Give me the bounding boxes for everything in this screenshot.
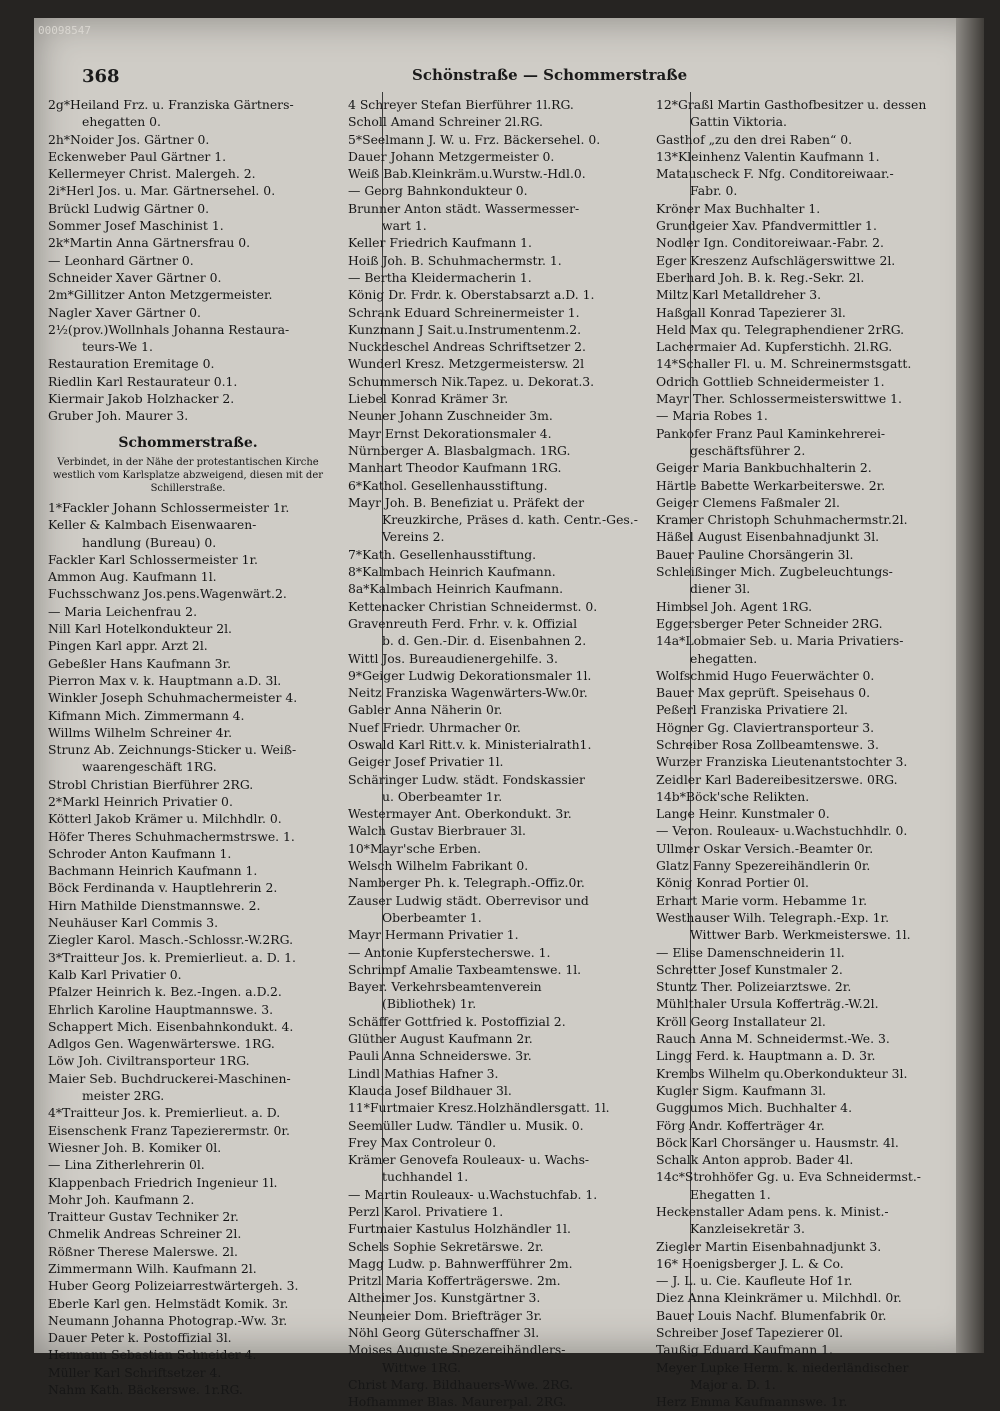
entry-line: teurs-We 1. xyxy=(82,339,153,355)
entry-line: Lachermaier Ad. Kupferstichh. 2l.RG. xyxy=(656,339,893,355)
entry-line: Matauscheck F. Nfg. Conditoreiwaar.- xyxy=(656,166,894,182)
street-heading: Schommerstraße. xyxy=(118,434,258,451)
entry-line: Fuchsschwanz Jos.pens.Wagenwärt.2. xyxy=(48,586,287,602)
entry-line: Gruber Joh. Maurer 3. xyxy=(48,408,189,424)
entry-line: Kalb Karl Privatier 0. xyxy=(48,966,182,982)
entry-line: Höfer Theres Schuhmachermstrswe. 1. xyxy=(48,828,295,844)
entry-line: Guggumos Mich. Buchhalter 4. xyxy=(656,1100,853,1116)
entry-line: Wunderl Kresz. Metzgermeistersw. 2l xyxy=(348,356,585,372)
entry-line: 11*Furtmaier Kresz.Holzhändlersgatt. 1l. xyxy=(348,1100,610,1116)
entry-line: Schalk Anton approb. Bader 4l. xyxy=(656,1152,854,1168)
entry-line: 6*Kathol. Gesellenhausstiftung. xyxy=(348,477,548,493)
entry-line: Kröner Max Buchhalter 1. xyxy=(656,200,821,216)
entry-line: Dauer Peter k. Postoffizial 3l. xyxy=(48,1330,232,1346)
entry-line: Nuef Friedr. Uhrmacher 0r. xyxy=(348,719,521,735)
entry-line: Kramer Christoph Schuhmachermstr.2l. xyxy=(656,512,908,528)
entry-line: Pierron Max v. k. Hauptmann a.D. 3l. xyxy=(48,672,282,688)
entry-line: Hirn Mathilde Dienstmannswe. 2. xyxy=(48,897,261,913)
entry-line: ehegatten. xyxy=(690,650,758,666)
entry-line: Sommer Josef Maschinist 1. xyxy=(48,218,224,234)
entry-line: Lindl Mathias Hafner 3. xyxy=(348,1065,499,1081)
entry-line: Neumann Johanna Photograp.-Ww. 3r. xyxy=(48,1312,288,1328)
entry-line: Ehrlich Karoline Hauptmannswe. 3. xyxy=(48,1001,274,1017)
entry-line: 2h*Noider Jos. Gärtner 0. xyxy=(48,131,210,147)
entry-line: Nahm Kath. Bäckerswe. 1r.RG. xyxy=(48,1382,243,1398)
entry-line: Westermayer Ant. Oberkondukt. 3r. xyxy=(348,806,572,822)
entry-line: Moises Auguste Spezereihändlers- xyxy=(348,1342,566,1358)
entry-line: 2½(prov.)Wollnhals Johanna Restaura- xyxy=(48,321,290,337)
entry-line: Nöhl Georg Güterschaffner 3l. xyxy=(348,1325,540,1341)
entry-line: 7*Kath. Gesellenhausstiftung. xyxy=(348,546,537,562)
entry-line: u. Oberbeamter 1r. xyxy=(382,788,503,804)
entry-line: Himbsel Joh. Agent 1RG. xyxy=(656,598,813,614)
entry-line: Kunzmann J Sait.u.Instrumentenm.2. xyxy=(348,321,582,337)
entry-line: Kettenacker Christian Schneidermst. 0. xyxy=(348,598,598,614)
entry-line: 14*Schaller Fl. u. M. Schreinermstsgatt. xyxy=(656,356,912,372)
entry-line: Wurzer Franziska Lieutenantstochter 3. xyxy=(656,754,908,770)
entry-line: 16* Hoenigsberger J. L. & Co. xyxy=(656,1255,844,1271)
entry-line: Gasthof „zu den drei Raben“ 0. xyxy=(656,131,853,147)
entry-line: Hofhammer Blas. Maurerpal. 2RG. xyxy=(348,1394,567,1410)
entry-line: Hermann Sebastian Schneider 4. xyxy=(48,1347,257,1363)
entry-line: — Maria Leichenfrau 2. xyxy=(48,603,198,619)
entry-line: König Dr. Frdr. k. Oberstabsarzt a.D. 1. xyxy=(348,287,595,303)
entry-line: Kreuzkirche, Präses d. kath. Centr.-Ges.- xyxy=(382,512,638,528)
entry-line: Wittl Jos. Bureaudienergehilfe. 3. xyxy=(348,650,558,666)
entry-line: Glatz Fanny Spezereihändlerin 0r. xyxy=(656,858,871,874)
entry-line: — Lina Zitherlehrerin 0l. xyxy=(48,1157,205,1173)
entry-line: 4*Traitteur Jos. k. Premierlieut. a. D. xyxy=(48,1105,281,1121)
entry-line: Mühlthaler Ursula Kofferträg.-W.2l. xyxy=(656,996,879,1012)
entry-line: Fackler Karl Schlossermeister 1r. xyxy=(48,551,258,567)
entry-line: Klauda Josef Bildhauer 3l. xyxy=(348,1082,512,1098)
entry-line: Stuntz Ther. Polizeiarztswe. 2r. xyxy=(656,979,852,995)
entry-line: 12*Graßl Martin Gasthofbesitzer u. dessen xyxy=(656,97,927,112)
column-1 xyxy=(48,96,328,1398)
book-spine xyxy=(956,18,984,1353)
page-number: 368 xyxy=(82,66,120,87)
entry-line: Förg Andr. Kofferträger 4r. xyxy=(656,1117,825,1133)
entry-line: Christ Marg. Bildhauers-Wwe. 2RG. xyxy=(348,1376,574,1392)
entry-line: Willms Wilhelm Schreiner 4r. xyxy=(48,724,233,740)
entry-line: b. d. Gen.-Dir. d. Eisenbahnen 2. xyxy=(382,633,587,649)
entry-line: Keller Friedrich Kaufmann 1. xyxy=(348,235,532,251)
entry-line: 14a*Lobmaier Seb. u. Maria Privatiers- xyxy=(656,633,904,649)
entry-line: 5*Seelmann J. W. u. Frz. Bäckersehel. 0. xyxy=(348,131,601,147)
entry-line: Kugler Sigm. Kaufmann 3l. xyxy=(656,1082,827,1098)
entry-line: 2i*Herl Jos. u. Mar. Gärtnersehel. 0. xyxy=(48,183,276,199)
entry-line: Welsch Wilhelm Fabrikant 0. xyxy=(348,858,529,874)
entry-line: Bauer Louis Nachf. Blumenfabrik 0r. xyxy=(656,1307,887,1323)
note-line: westlich vom Karlsplatze abzweigend, diesen mit der xyxy=(52,469,324,481)
entry-line: 2g*Heiland Frz. u. Franziska Gärtners- xyxy=(48,97,294,112)
entry-line: Chmelik Andreas Schreiner 2l. xyxy=(48,1226,242,1242)
entry-line: tuchhandel 1. xyxy=(382,1169,469,1185)
entry-line: Schäffer Gottfried k. Postoffizial 2. xyxy=(348,1013,566,1029)
entry-line: Nagler Xaver Gärtner 0. xyxy=(48,304,201,320)
entry-line: Ammon Aug. Kaufmann 1l. xyxy=(48,569,217,585)
entry-line: Schels Sophie Sekretärswe. 2r. xyxy=(348,1238,544,1254)
entry-line: Liebel Konrad Krämer 3r. xyxy=(348,391,509,407)
entry-line: Oberbeamter 1. xyxy=(382,909,482,925)
entry-line: Kröll Georg Installateur 2l. xyxy=(656,1013,826,1029)
entry-line: Magg Ludw. p. Bahnwerfführer 2m. xyxy=(348,1255,573,1271)
entry-line: Diez Anna Kleinkrämer u. Milchhdl. 0r. xyxy=(656,1290,902,1306)
entry-line: Kiermair Jakob Holzhacker 2. xyxy=(48,391,235,407)
entry-line: Strobl Christian Bierführer 2RG. xyxy=(48,776,254,792)
entry-line: Pfalzer Heinrich k. Bez.-Ingen. a.D.2. xyxy=(48,984,282,1000)
entry-line: Böck Karl Chorsänger u. Hausmstr. 4l. xyxy=(656,1134,899,1150)
entry-line: 14c*Strohhöfer Gg. u. Eva Schneidermst.- xyxy=(656,1169,921,1185)
entry-line: — J. L. u. Cie. Kaufleute Hof 1r. xyxy=(656,1273,853,1289)
entry-line: Mayr Ther. Schlossermeisterswittwe 1. xyxy=(656,391,902,407)
entry-line: Häßel August Eisenbahnadjunkt 3l. xyxy=(656,529,880,545)
entry-line: Pankofer Franz Paul Kaminkehrerei- xyxy=(656,425,886,441)
entry-line: Bachmann Heinrich Kaufmann 1. xyxy=(48,863,258,879)
entry-line: Gebeßler Hans Kaufmann 3r. xyxy=(48,655,232,671)
entry-line: Hoiß Joh. B. Schuhmachermstr. 1. xyxy=(348,252,562,268)
entry-line: Schneider Xaver Gärtner 0. xyxy=(48,269,222,285)
entry-line: Zeidler Karl Badereibesitzerswe. 0RG. xyxy=(656,771,898,787)
entry-line: Maier Seb. Buchdruckerei-Maschinen- xyxy=(48,1070,291,1086)
entry-line: Altheimer Jos. Kunstgärtner 3. xyxy=(348,1290,541,1306)
entry-line: Zauser Ludwig städt. Oberrevisor und xyxy=(348,892,589,908)
page-header xyxy=(82,66,952,90)
entry-line: Gravenreuth Ferd. Frhr. v. k. Offizial xyxy=(348,615,578,631)
entry-line: Ziegler Karol. Masch.-Schlossr.-W.2RG. xyxy=(48,932,294,948)
entry-line: Schreiber Rosa Zollbeamtenswe. 3. xyxy=(656,736,879,752)
entry-line: Eberle Karl gen. Helmstädt Komik. 3r. xyxy=(48,1295,289,1311)
entry-line: Neumeier Dom. Briefträger 3r. xyxy=(348,1307,543,1323)
entry-line: Schreiber Josef Tapezierer 0l. xyxy=(656,1325,844,1341)
entry-line: 3*Traitteur Jos. k. Premierlieut. a. D. 1. xyxy=(48,949,296,965)
entry-line: Odrich Gottlieb Schneidermeister 1. xyxy=(656,373,885,389)
entry-line: Westhauser Wilh. Telegraph.-Exp. 1r. xyxy=(656,909,890,925)
entry-line: Namberger Ph. k. Telegraph.-Offiz.0r. xyxy=(348,875,585,891)
entry-line: 2k*Martin Anna Gärtnersfrau 0. xyxy=(48,235,251,251)
entry-line: — Martin Rouleaux- u.Wachstuchfab. 1. xyxy=(348,1186,598,1202)
entry-line: 8a*Kalmbach Heinrich Kaufmann. xyxy=(348,581,564,597)
entry-line: Eisenschenk Franz Tapezierermstr. 0r. xyxy=(48,1122,290,1138)
entry-line: Rauch Anna M. Schneidermst.-We. 3. xyxy=(656,1031,890,1047)
entry-line: Mayr Joh. B. Benefiziat u. Präfekt der xyxy=(348,494,585,510)
entry-line: Fabr. 0. xyxy=(690,183,738,199)
entry-line: Bauer Max geprüft. Speisehaus 0. xyxy=(656,685,871,701)
entry-line: Erhart Marie vorm. Hebamme 1r. xyxy=(656,892,868,908)
note-line: Verbindet, in der Nähe der protestantischen Kirche xyxy=(57,456,319,468)
entry-line: Pauli Anna Schneiderswe. 3r. xyxy=(348,1048,532,1064)
entry-line: 8*Kalmbach Heinrich Kaufmann. xyxy=(348,564,556,580)
entry-line: Manhart Theodor Kaufmann 1RG. xyxy=(348,460,562,476)
entry-line: Kifmann Mich. Zimmermann 4. xyxy=(48,707,245,723)
entry-line: Ziegler Martin Eisenbahnadjunkt 3. xyxy=(656,1238,882,1254)
entry-line: Meyer Lupke Herm. k. niederländischer xyxy=(656,1359,909,1375)
entry-line: Pritzl Maria Kofferträgerswe. 2m. xyxy=(348,1273,561,1289)
entry-line: Kanzleisekretär 3. xyxy=(690,1221,805,1237)
entry-line: Brunner Anton städt. Wassermesser- xyxy=(348,200,580,216)
entry-line: Nodler Ign. Conditoreiwaar.-Fabr. 2. xyxy=(656,235,884,251)
entry-line: ehegatten 0. xyxy=(82,114,161,130)
entry-line: — Elise Damenschneiderin 1l. xyxy=(656,944,845,960)
entry-line: Ullmer Oskar Versich.-Beamter 0r. xyxy=(656,840,874,856)
entry-line: Winkler Joseph Schuhmachermeister 4. xyxy=(48,690,298,706)
entry-line: handlung (Bureau) 0. xyxy=(82,534,217,550)
entry-line: Vereins 2. xyxy=(382,529,445,545)
entry-line: Strunz Ab. Zeichnungs-Sticker u. Weiß- xyxy=(48,742,297,758)
entry-line: Rößner Therese Malerswe. 2l. xyxy=(48,1243,238,1259)
entry-line: Frey Max Controleur 0. xyxy=(348,1134,497,1150)
column-2 xyxy=(348,96,638,1411)
entry-line: Herz Emma Kaufmannswe. 1r. xyxy=(656,1394,848,1410)
entry-line: Neitz Franziska Wagenwärters-Ww.0r. xyxy=(348,685,588,701)
entry-line: Eggersberger Peter Schneider 2RG. xyxy=(656,615,883,631)
entry-line: Glüther August Kaufmann 2r. xyxy=(348,1031,533,1047)
column-3 xyxy=(656,96,941,1411)
entry-line: Eberhard Joh. B. k. Reg.-Sekr. 2l. xyxy=(656,269,865,285)
entry-line: Seemüller Ludw. Tändler u. Musik. 0. xyxy=(348,1117,584,1133)
entry-line: Eger Kreszenz Aufschlägerswittwe 2l. xyxy=(656,252,896,268)
entry-line: Major a. D. 1. xyxy=(690,1376,776,1392)
entry-line: Zimmermann Wilh. Kaufmann 2l. xyxy=(48,1261,257,1276)
street-note xyxy=(48,456,328,495)
entry-line: Haßgall Konrad Tapezierer 3l. xyxy=(656,304,846,320)
entry-line: — Veron. Rouleaux- u.Wachstuchhdlr. 0. xyxy=(656,823,908,839)
entry-line: Traitteur Gustav Techniker 2r. xyxy=(48,1209,239,1225)
entry-line: Geiger Clemens Faßmaler 2l. xyxy=(656,494,840,510)
entry-line: Müller Karl Schriftsetzer 4. xyxy=(48,1364,222,1380)
entry-line: Grundgeier Xav. Pfandvermittler 1. xyxy=(656,218,877,234)
running-head: Schönstraße — Schommerstraße xyxy=(412,66,688,84)
entry-line: Furtmaier Kastulus Holzhändler 1l. xyxy=(348,1221,571,1237)
entry-line: Wittwe 1RG. xyxy=(382,1359,461,1375)
entry-line: Schroder Anton Kaufmann 1. xyxy=(48,845,232,861)
note-line: Schillerstraße. xyxy=(150,482,226,494)
entry-line: 1*Fackler Johann Schlossermeister 1r. xyxy=(48,499,290,515)
entry-line: diener 3l. xyxy=(690,581,751,597)
entry-line: (Bibliothek) 1r. xyxy=(382,996,477,1012)
entry-line: — Antonie Kupferstecherswe. 1. xyxy=(348,944,551,960)
entry-line: Nuckdeschel Andreas Schriftsetzer 2. xyxy=(348,339,586,355)
entry-line: Riedlin Karl Restaurateur 0.1. xyxy=(48,373,238,389)
entry-line: Wolfschmid Hugo Feuerwächter 0. xyxy=(656,667,875,683)
entry-line: — Georg Bahnkondukteur 0. xyxy=(348,183,528,199)
entry-line: Taußig Eduard Kaufmann 1. xyxy=(656,1342,833,1358)
entry-line: Eckenweber Paul Gärtner 1. xyxy=(48,148,227,164)
entry-line: Krämer Genovefa Rouleaux- u. Wachs- xyxy=(348,1152,590,1168)
entry-line: Brückl Ludwig Gärtner 0. xyxy=(48,200,210,216)
entry-line: 2m*Gillitzer Anton Metzgermeister. xyxy=(48,287,273,303)
entry-line: Peßerl Franziska Privatiere 2l. xyxy=(656,702,848,718)
entry-line: Wittwer Barb. Werkmeisterswe. 1l. xyxy=(690,927,911,943)
entry-line: 4 Schreyer Stefan Bierführer 1l.RG. xyxy=(348,97,574,112)
entry-line: wart 1. xyxy=(382,218,427,234)
entry-line: Nill Karl Hotelkondukteur 2l. xyxy=(48,621,232,637)
entry-line: Wiesner Joh. B. Komiker 0l. xyxy=(48,1139,222,1155)
entry-line: Ehegatten 1. xyxy=(690,1186,771,1202)
entry-line: Kellermeyer Christ. Malergeh. 2. xyxy=(48,166,256,182)
entry-line: 14b*Böck'sche Relikten. xyxy=(656,788,810,804)
entry-line: Löw Joh. Civiltransporteur 1RG. xyxy=(48,1053,250,1069)
entry-line: 10*Mayr'sche Erben. xyxy=(348,840,482,856)
entry-line: meister 2RG. xyxy=(82,1088,165,1104)
edge-label: 00098547 xyxy=(38,24,91,37)
entry-line: Keller & Kalmbach Eisenwaaren- xyxy=(48,517,257,533)
entry-line: Klappenbach Friedrich Ingenieur 1l. xyxy=(48,1174,278,1190)
entry-line: Schrimpf Amalie Taxbeamtenswe. 1l. xyxy=(348,961,582,977)
entry-line: Geiger Maria Bankbuchhalterin 2. xyxy=(656,460,872,476)
entry-line: Huber Georg Polizeiarrestwärtergeh. 3. xyxy=(48,1278,299,1294)
entry-line: Weiß Bab.Kleinkräm.u.Wurstw.-Hdl.0. xyxy=(348,166,586,182)
entry-line: Gattin Viktoria. xyxy=(690,114,787,130)
entry-line: Högner Gg. Claviertransporteur 3. xyxy=(656,719,875,735)
entry-line: Mohr Joh. Kaufmann 2. xyxy=(48,1191,195,1207)
entry-line: Neuner Johann Zuschneider 3m. xyxy=(348,408,553,424)
entry-line: 9*Geiger Ludwig Dekorationsmaler 1l. xyxy=(348,667,592,683)
entry-line: waarengeschäft 1RG. xyxy=(82,759,217,775)
entry-line: Schretter Josef Kunstmaler 2. xyxy=(656,961,843,977)
entry-line: — Bertha Kleidermacherin 1. xyxy=(348,269,532,285)
entry-line: Heckenstaller Adam pens. k. Minist.- xyxy=(656,1204,889,1219)
entry-line: Scholl Amand Schreiner 2l.RG. xyxy=(348,114,543,130)
entry-line: Schummersch Nik.Tapez. u. Dekorat.3. xyxy=(348,373,595,389)
entry-line: Pingen Karl appr. Arzt 2l. xyxy=(48,638,208,654)
entry-line: Geiger Josef Privatier 1l. xyxy=(348,754,504,770)
entry-line: Krembs Wilhelm qu.Oberkondukteur 3l. xyxy=(656,1065,908,1081)
entry-line: Lingg Ferd. k. Hauptmann a. D. 3r. xyxy=(656,1048,876,1064)
entry-line: Nürnberger A. Blasbalgmach. 1RG. xyxy=(348,442,571,458)
entry-line: König Konrad Portier 0l. xyxy=(656,875,809,891)
entry-line: Neuhäuser Karl Commis 3. xyxy=(48,915,219,931)
entry-line: Oswald Karl Ritt.v. k. Ministerialrath1. xyxy=(348,736,592,752)
entry-line: Kötterl Jakob Krämer u. Milchhdlr. 0. xyxy=(48,811,282,827)
entry-line: geschäftsführer 2. xyxy=(690,442,806,458)
entry-line: Miltz Karl Metalldreher 3. xyxy=(656,287,822,303)
entry-line: Schleißinger Mich. Zugbeleuchtungs- xyxy=(656,564,893,580)
entry-line: Schrank Eduard Schreinermeister 1. xyxy=(348,304,580,320)
entry-line: Böck Ferdinanda v. Hauptlehrerin 2. xyxy=(48,880,278,896)
entry-line: Lange Heinr. Kunstmaler 0. xyxy=(656,806,830,822)
entry-line: Adlgos Gen. Wagenwärterswe. 1RG. xyxy=(48,1036,275,1052)
entry-line: Schappert Mich. Eisenbahnkondukt. 4. xyxy=(48,1018,294,1034)
entry-line: 13*Kleinhenz Valentin Kaufmann 1. xyxy=(656,148,880,164)
entry-line: Walch Gustav Bierbrauer 3l. xyxy=(348,823,526,839)
entry-line: Härtle Babette Werkarbeiterswe. 2r. xyxy=(656,477,886,493)
entry-line: Gabler Anna Näherin 0r. xyxy=(348,702,503,718)
entry-line: Bauer Pauline Chorsängerin 3l. xyxy=(656,546,854,562)
entry-line: Perzl Karol. Privatiere 1. xyxy=(348,1204,504,1219)
entry-line: Mayr Hermann Privatier 1. xyxy=(348,927,519,943)
entry-line: Held Max qu. Telegraphendiener 2rRG. xyxy=(656,321,905,337)
entry-line: Mayr Ernst Dekorationsmaler 4. xyxy=(348,425,552,441)
entry-line: Schäringer Ludw. städt. Fondskassier xyxy=(348,771,585,787)
entry-line: — Maria Robes 1. xyxy=(656,408,768,424)
entry-line: Dauer Johann Metzgermeister 0. xyxy=(348,148,555,164)
column-1-entries-a xyxy=(48,96,328,425)
entry-line: Bayer. Verkehrsbeamtenverein xyxy=(348,979,542,995)
entry-line: 2*Markl Heinrich Privatier 0. xyxy=(48,793,233,809)
column-1-entries-b xyxy=(48,499,328,1398)
entry-line: — Leonhard Gärtner 0. xyxy=(48,252,194,268)
entry-line: Restauration Eremitage 0. xyxy=(48,356,215,372)
